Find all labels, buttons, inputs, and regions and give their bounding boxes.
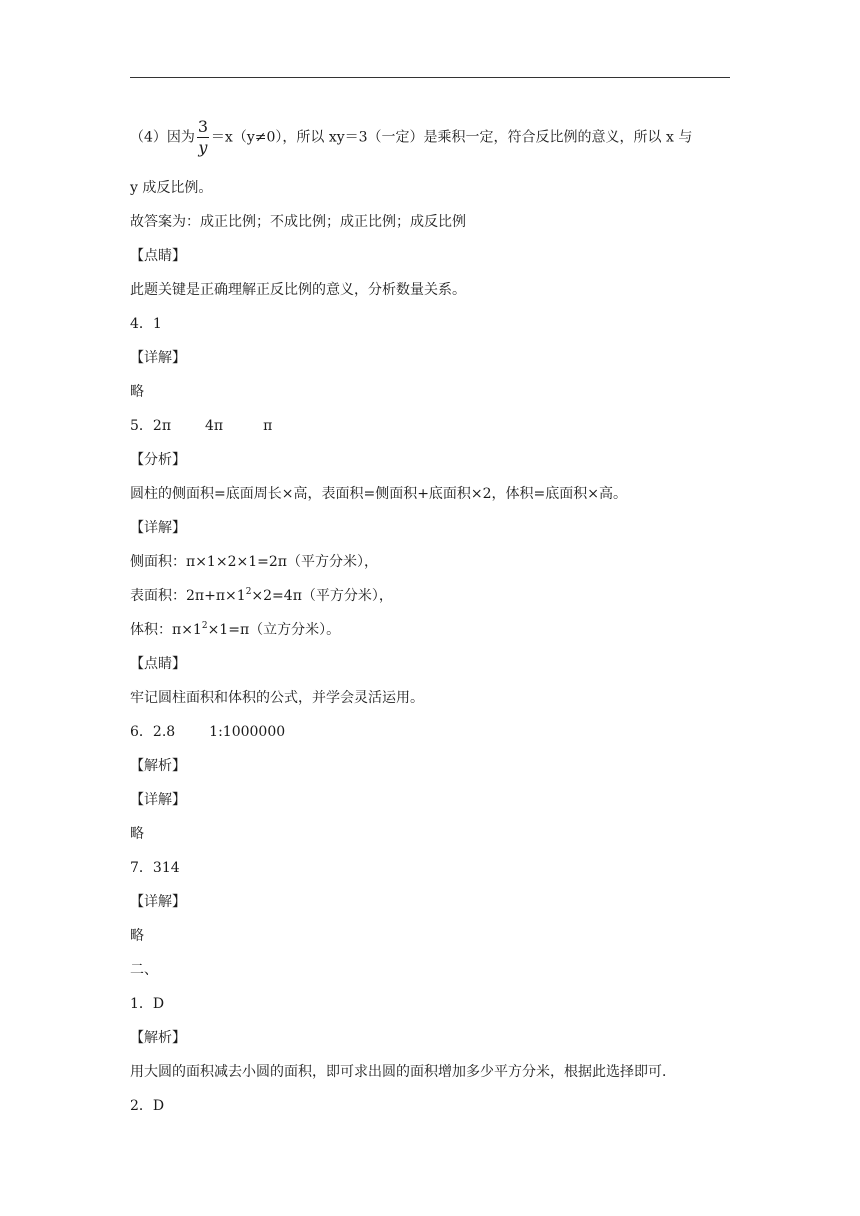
q3-part4-cont: y 成反比例。 bbox=[130, 180, 213, 196]
q3-part4-prefix: （4）因为 bbox=[130, 129, 195, 146]
q5-detail-line2 bbox=[130, 586, 393, 606]
q5-answer-2: 4π bbox=[205, 418, 224, 434]
q5-analysis-heading: 【分析】 bbox=[130, 452, 186, 468]
q3-tip-heading: 【点睛】 bbox=[130, 248, 186, 264]
q5-analysis-text: 圆柱的侧面积=底面周长×高，表面积=侧面积+底面积×2，体积=底面积×高。 bbox=[130, 486, 628, 502]
fraction-denominator: y bbox=[198, 138, 208, 157]
s2-q2-answer: 2．D bbox=[130, 1098, 165, 1114]
q5-line2-part-a: 表面积：2π+π×1 bbox=[130, 588, 246, 604]
q7-detail-heading: 【详解】 bbox=[130, 894, 186, 910]
q6-analysis-heading: 【解析】 bbox=[130, 758, 186, 774]
q5-line3-part-a: 体积：π×1 bbox=[130, 622, 202, 638]
header-rule bbox=[130, 77, 730, 78]
q5-tip-heading: 【点睛】 bbox=[130, 656, 186, 672]
fraction-3-over-y bbox=[197, 118, 209, 157]
q4-answer: 4．1 bbox=[130, 316, 162, 332]
fraction-numerator: 3 bbox=[197, 117, 209, 136]
q3-tip-text: 此题关键是正确理解正反比例的意义，分析数量关系。 bbox=[130, 282, 466, 298]
q4-detail-heading: 【详解】 bbox=[130, 350, 186, 366]
q6-answer-1: 6．2.8 bbox=[130, 724, 176, 740]
s2-q1-analysis-text: 用大圆的面积减去小圆的面积，即可求出圆的面积增加多少平方分米，根据此选择即可． bbox=[130, 1064, 676, 1080]
q5-detail-heading: 【详解】 bbox=[130, 520, 186, 536]
q5-line3-part-b: ×1=π（立方分米）。 bbox=[207, 622, 341, 638]
s2-q1-answer: 1．D bbox=[130, 996, 165, 1012]
s2-q1-analysis-heading: 【解析】 bbox=[130, 1030, 186, 1046]
q6-detail-heading: 【详解】 bbox=[130, 792, 186, 808]
q7-answer: 7．314 bbox=[130, 860, 180, 876]
q6-answer-line bbox=[130, 722, 285, 742]
q6-answer-2: 1:1000000 bbox=[209, 724, 286, 740]
q4-detail-text: 略 bbox=[130, 384, 144, 400]
q3-part4-line bbox=[130, 118, 692, 157]
q5-detail-line1: 侧面积：π×1×2×1=2π（平方分米）， bbox=[130, 554, 378, 570]
q5-line2-exponent: 2 bbox=[245, 587, 252, 597]
q5-line2-part-b: ×2=4π（平方分米）， bbox=[251, 588, 393, 604]
q3-part4-rest: ＝x（y≠0），所以 xy＝3（一定）是乘积一定，符合反比例的意义，所以 x 与 bbox=[210, 129, 693, 146]
q5-answer-3: π bbox=[263, 418, 273, 434]
q5-tip-text: 牢记圆柱面积和体积的公式，并学会灵活运用。 bbox=[130, 690, 424, 706]
q6-detail-text: 略 bbox=[130, 826, 144, 842]
section-2-heading: 二、 bbox=[130, 962, 158, 978]
q5-line3-exponent: 2 bbox=[201, 621, 208, 631]
q5-answer-line bbox=[130, 416, 272, 436]
q5-detail-line3 bbox=[130, 620, 340, 640]
q3-answer: 故答案为：成正比例；不成比例；成正比例；成反比例 bbox=[130, 214, 466, 230]
q5-answer-1: 5．2π bbox=[130, 418, 172, 434]
q7-detail-text: 略 bbox=[130, 928, 144, 944]
